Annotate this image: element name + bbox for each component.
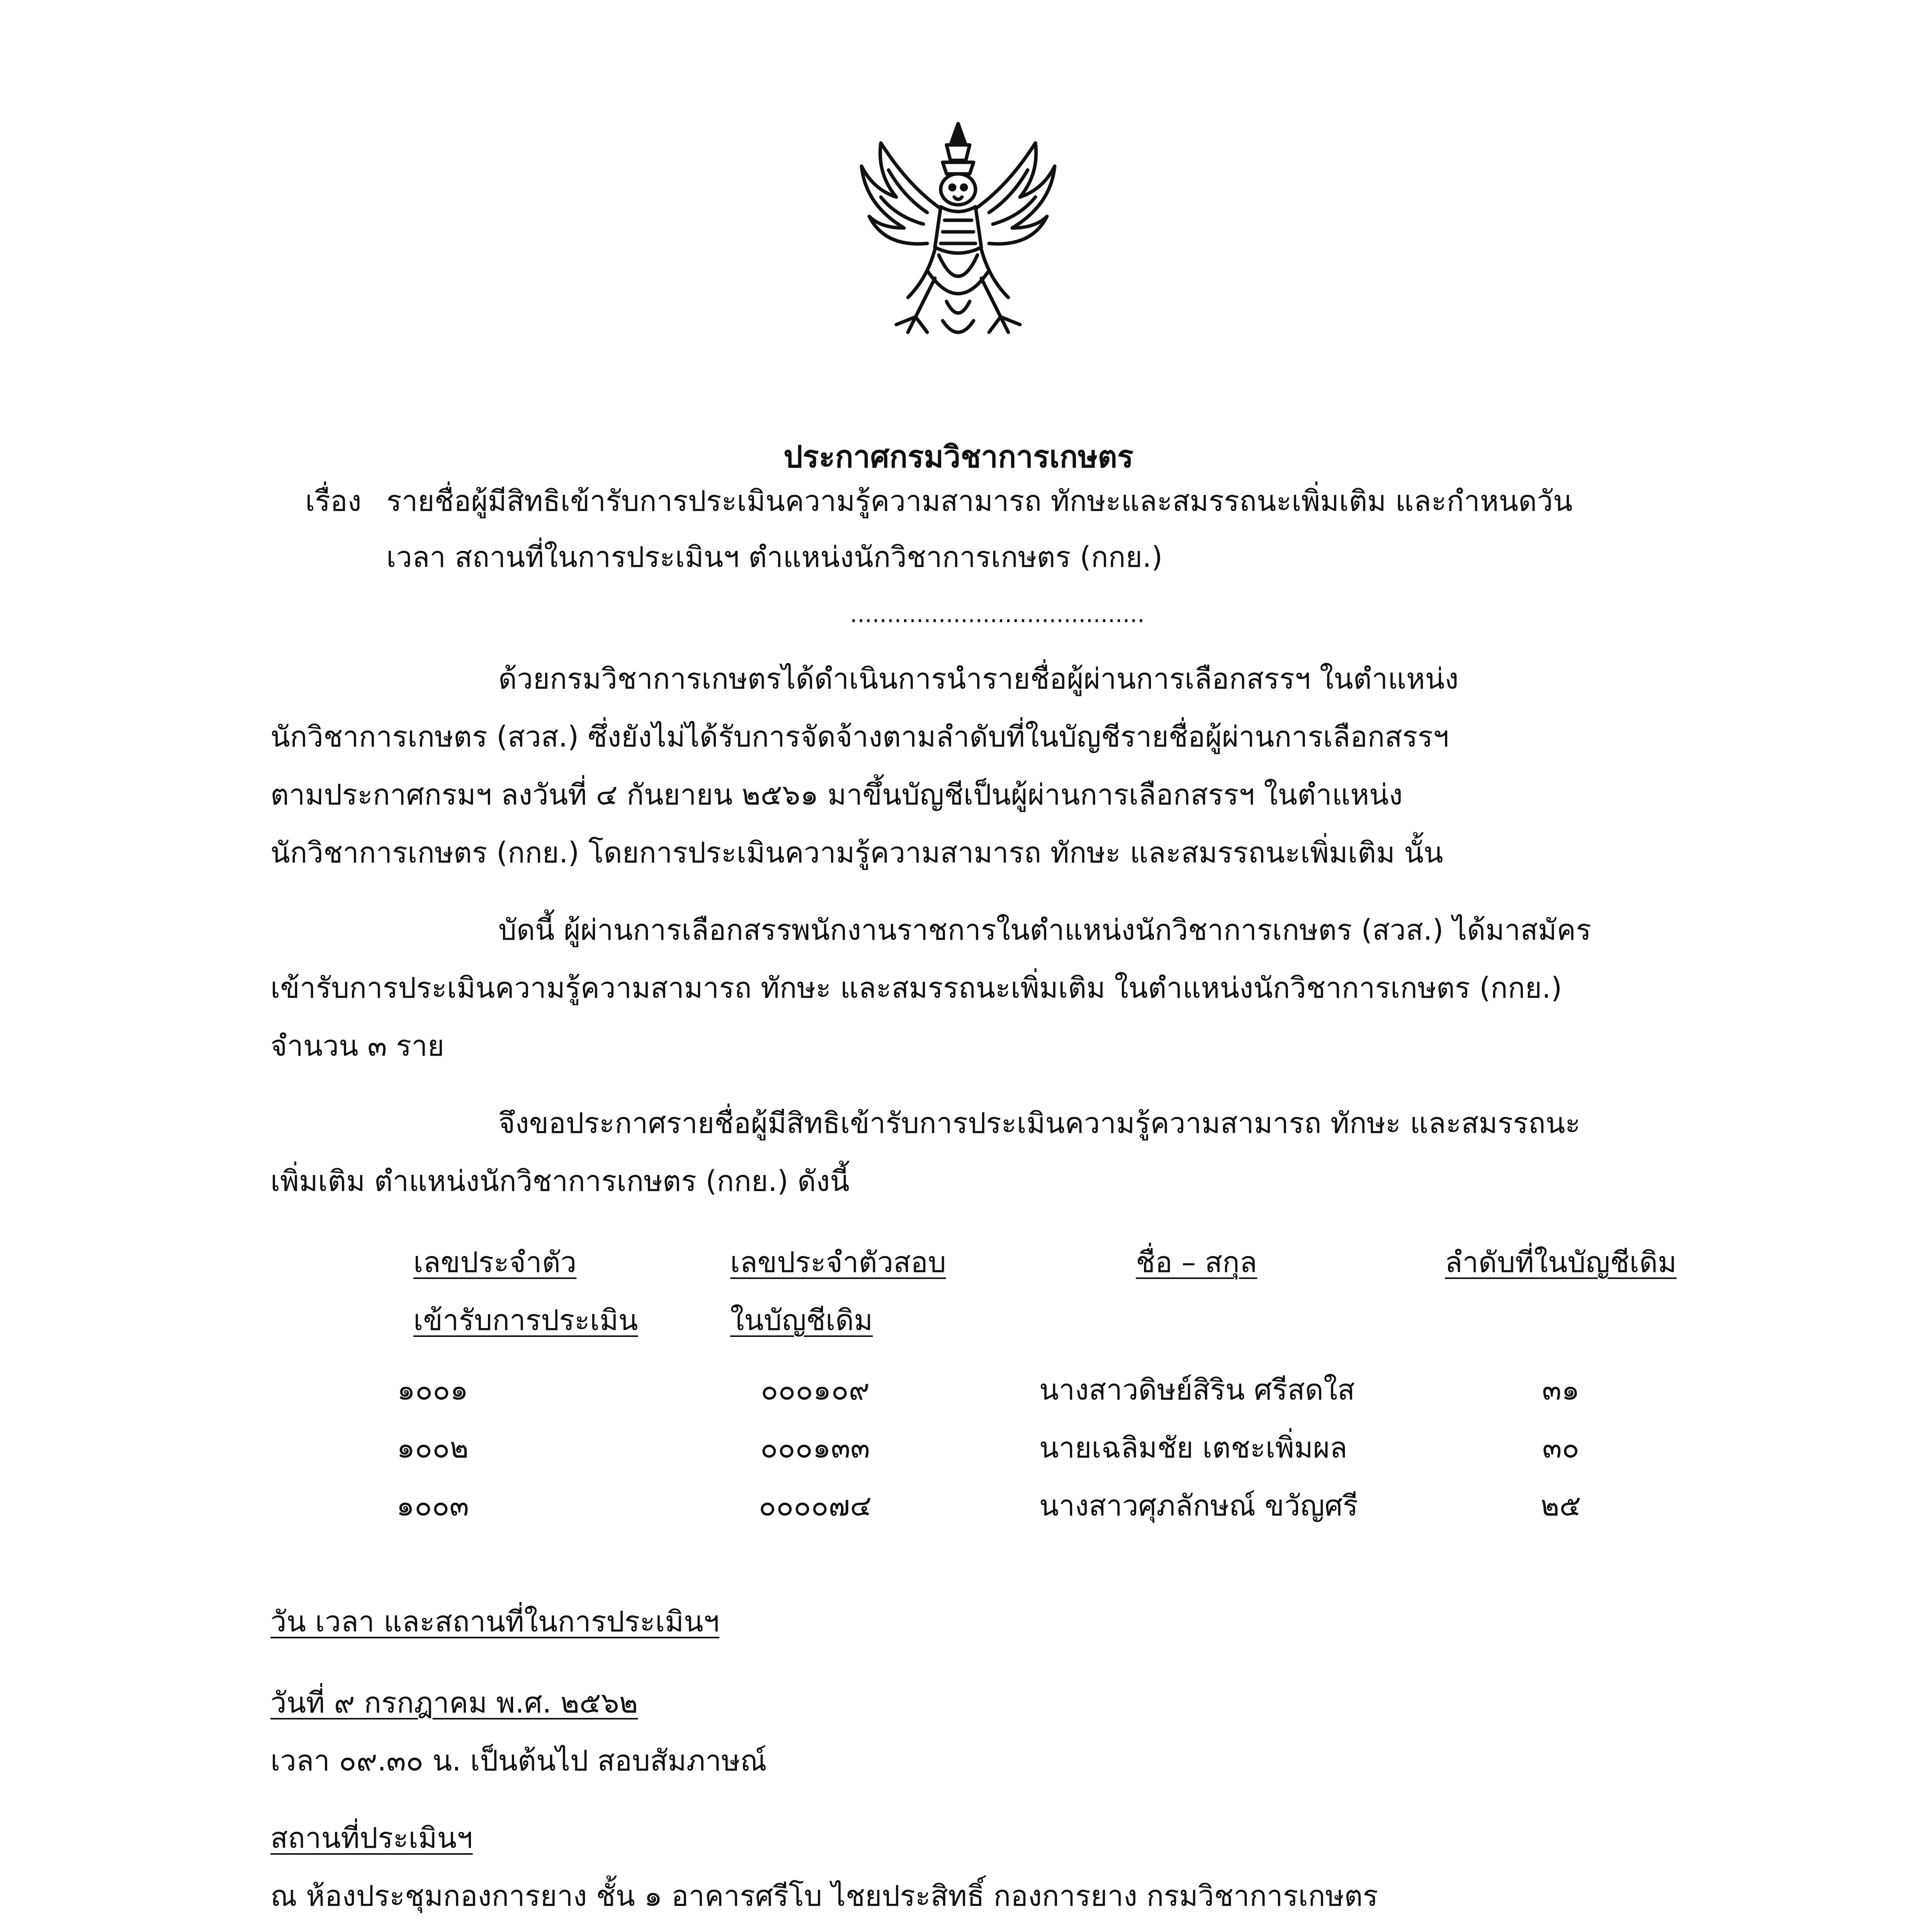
col4-header: ลำดับที่ในบัญชีเดิม <box>1445 1246 1677 1279</box>
para2-line-3: จำนวน ๓ ราย <box>270 1029 444 1063</box>
place-heading: สถานที่ประเมินฯ <box>270 1821 473 1855</box>
col1-header-line-2: เข้ารับการประเมิน <box>413 1304 638 1337</box>
para1-line-4: นักวิชาการเกษตร (กกย.) โดยการประเมินความรู้ความสามารถ ทักษะ และสมรรถนะเพิ่มเติม นั้น <box>270 836 1443 869</box>
schedule-date: วันที่ ๙ กรกฎาคม พ.ศ. ๒๕๖๒ <box>270 1686 638 1719</box>
para1-line-2: นักวิชาการเกษตร (สวส.) ซึ่งยังไม่ได้รับการจัดจ้างตามลำดับที่ในบัญชีรายชื่อผู้ผ่านการเลือกสรรฯ <box>270 720 1449 753</box>
row-1-id: ๑๐๐๑ <box>397 1373 469 1406</box>
row-3-rank: ๒๕ <box>1540 1489 1581 1522</box>
page-title: ประกาศกรมวิชาการเกษตร <box>783 440 1134 474</box>
row-2-rank: ๓๐ <box>1542 1431 1579 1464</box>
para2-line-1: บัดนี้ ผู้ผ่านการเลือกสรรพนักงานราชการในตำแหน่งนักวิชาการเกษตร (สวส.) ได้มาสมัคร <box>498 913 1591 947</box>
subject-line-1: รายชื่อผู้มีสิทธิเข้ารับการประเมินความรู้ความสามารถ ทักษะและสมรรถนะเพิ่มเติม และกำหนดวัน <box>386 485 1573 518</box>
para3-line-2: เพิ่มเติม ตำแหน่งนักวิชาการเกษตร (กกย.) ดังนี้ <box>270 1165 850 1198</box>
col3-header: ชื่อ – สกุล <box>1136 1246 1258 1279</box>
col2-header-line-2: ในบัญชีเดิม <box>730 1304 873 1337</box>
row-3-id: ๑๐๐๓ <box>396 1489 469 1522</box>
para1-line-1: ด้วยกรมวิชาการเกษตรได้ดำเนินการนำรายชื่อผู้ผ่านการเลือกสรรฯ ในตำแหน่ง <box>498 662 1459 696</box>
row-1-exam-id: ๐๐๐๑๐๙ <box>761 1373 870 1406</box>
col1-header-line-1: เลขประจำตัว <box>413 1246 577 1279</box>
row-2-exam-id: ๐๐๐๑๓๓ <box>760 1431 870 1464</box>
para3-line-1: จึงขอประกาศรายชื่อผู้มีสิทธิเข้ารับการประเมินความรู้ความสามารถ ทักษะ และสมรรถนะ <box>498 1107 1581 1140</box>
col2-header-line-1: เลขประจำตัวสอบ <box>730 1246 946 1279</box>
subject-line-2: เวลา สถานที่ในการประเมินฯ ตำแหน่งนักวิชาการเกษตร (กกย.) <box>386 541 1163 574</box>
row-2-name: นายเฉลิมชัย เตชะเพิ่มผล <box>1039 1431 1348 1464</box>
row-3-name: นางสาวศุภลักษณ์ ขวัญศรี <box>1039 1489 1358 1522</box>
place-text: ณ ห้องประชุมกองการยาง ชั้น ๑ อาคารศรีโบ ไชยประสิทธิ์ กองการยาง กรมวิชาการเกษตร <box>270 1879 1378 1913</box>
para2-line-2: เข้ารับการประเมินความรู้ความสามารถ ทักษะ และสมรรถนะเพิ่มเติม ในตำแหน่งนักวิชาการเกษตร (กกย.) <box>270 971 1562 1005</box>
schedule-heading: วัน เวลา และสถานที่ในการประเมินฯ <box>270 1605 720 1638</box>
row-1-name: นางสาวดิษย์สิริน ศรีสดใส <box>1039 1373 1355 1406</box>
separator: ........................................ <box>850 601 1145 628</box>
schedule-time: เวลา ๐๙.๓๐ น. เป็นต้นไป สอบสัมภาษณ์ <box>270 1744 767 1777</box>
subject-label: เรื่อง <box>305 485 362 518</box>
para1-line-3: ตามประกาศกรมฯ ลงวันที่ ๔ กันยายน ๒๕๖๑ มาขึ้นบัญชีเป็นผู้ผ่านการเลือกสรรฯ ในตำแหน่ง <box>270 778 1403 811</box>
row-3-exam-id: ๐๐๐๐๗๔ <box>758 1489 872 1522</box>
row-1-rank: ๓๑ <box>1542 1373 1580 1406</box>
row-2-id: ๑๐๐๒ <box>396 1431 469 1464</box>
garuda-emblem-icon <box>850 116 1066 348</box>
